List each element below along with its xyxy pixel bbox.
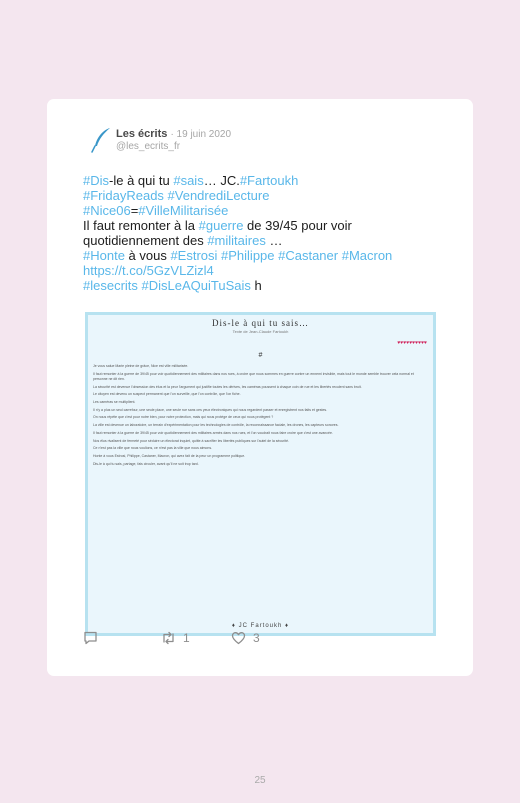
hashtag-link[interactable]: #sais <box>173 173 204 188</box>
tweet-line <box>83 248 453 263</box>
heart-icon <box>231 631 246 645</box>
image-hearts: ♥♥♥♥♥♥♥♥♥♥ <box>397 340 427 346</box>
tweet-line <box>83 233 453 248</box>
hashtag-link[interactable]: #guerre <box>198 218 244 233</box>
hashtag-link[interactable]: #Fartoukh <box>239 173 299 188</box>
tweet-text-segment: … JC. <box>203 173 240 188</box>
tweet-text <box>83 173 453 293</box>
author-handle[interactable]: @les_ecrits_fr <box>116 141 181 152</box>
tweet-text-segment: quotidiennement des <box>83 233 208 248</box>
image-paragraph: Nos élus rivalisent de fermeté pour séduire un électorat inquiet, quitte à sacrifier les libertés publiques sur l'autel de la sécurité. <box>93 438 289 443</box>
tweet-text-segment: … <box>265 233 283 248</box>
tweet-text-segment: h <box>250 278 262 293</box>
tweet-actions <box>83 631 303 647</box>
reply-icon <box>83 631 98 645</box>
image-paragraph: On nous répète que c'est pour notre bien, pour notre protection, mais qui nous protège de ceux qui nous protègent ? <box>93 415 274 420</box>
hashtag-link[interactable]: #Estrosi #Philippe #Castaner #Macron <box>170 248 393 263</box>
image-paragraph: Il n'y a plus un seul carrefour, une seule place, une seule rue sans ces yeux électroniques qui nous regardent passer et enregistrent nos faits et gestes. <box>93 407 328 412</box>
image-paragraph: Dis-le à qui tu sais, partage, fais circuler, avant qu'il ne soit trop tard. <box>93 461 199 466</box>
author-name[interactable]: Les écrits <box>116 128 168 140</box>
image-hash-mark: # <box>258 352 263 359</box>
tweet-author <box>116 128 231 141</box>
hashtag-link[interactable]: #FridayReads #VendrediLecture <box>83 188 270 203</box>
image-paragraph: Il faut remonter à la guerre de 39/45 pour voir quotidiennement des militaires dans nos rues, à croire que nous sommes en guerre contre un ennemi invisible, mais tout le monde semble trouver cela normal et personne ne dit rien. <box>93 371 414 381</box>
page-number: 25 <box>254 775 266 786</box>
retweet-button[interactable] <box>161 631 190 645</box>
tweet-line <box>83 203 453 218</box>
image-body-text <box>93 364 428 469</box>
like-count: 3 <box>253 631 260 645</box>
tweet-text-segment: à vous <box>124 248 171 263</box>
tweet-text-segment: de 39/45 pour voir <box>243 218 352 233</box>
image-paragraph: Honte à vous Estrosi, Philippe, Castaner, Macron, qui avez fait de la peur un programme politique. <box>93 453 246 458</box>
hashtag-link[interactable]: #VilleMilitarisée <box>138 203 229 218</box>
image-paragraph: La ville est devenue un laboratoire, un terrain d'expérimentation pour les technologies de contrôle, la reconnaissance faciale, les drones, les capteurs sonores. <box>93 423 339 428</box>
hashtag-link[interactable]: https://t.co/5GzVLZizl4 <box>83 263 214 278</box>
image-paragraph: Le citoyen est devenu un suspect permanent que l'on surveille, que l'on contrôle, que l'on fiche. <box>93 392 241 397</box>
tweet-line <box>83 263 453 278</box>
image-paragraph: Ce n'est pas la ville que nous voulions, ce n'est pas la ville que nous aimons. <box>93 446 213 451</box>
tweet-line <box>83 278 453 293</box>
image-paragraph: Les caméras se multiplient. <box>93 400 136 405</box>
tweet-date[interactable]: · 19 juin 2020 <box>170 129 232 140</box>
image-paragraph: La sécurité est devenue l'obsession des élus et la peur l'argument qui justifie toutes les dérives, les caméras poussent à chaque coin de rue et les libertés reculent sans bruit. <box>93 384 362 389</box>
hashtag-link[interactable]: #militaires <box>207 233 266 248</box>
tweet-line <box>83 218 453 233</box>
image-title: Dis-le à qui tu sais… <box>212 318 309 328</box>
hashtag-link[interactable]: #Nice06 <box>83 203 131 218</box>
tweet-text-segment: = <box>130 203 139 218</box>
quill-pen-icon <box>90 127 112 153</box>
tweet-line <box>83 188 453 203</box>
reply-button[interactable] <box>83 631 105 645</box>
retweet-icon <box>161 631 176 645</box>
tweet-line <box>83 173 453 188</box>
tweet-card <box>47 99 473 676</box>
hashtag-link[interactable]: #Honte <box>83 248 125 263</box>
image-paragraph: Il faut remonter à la guerre de 39/45 pour voir quotidiennement des militaires armés dans nos rues, et l'on voudrait nous faire croire que c'est une avancée. <box>93 430 333 435</box>
tweet-text-segment: -le à qui tu <box>109 173 174 188</box>
image-subtitle: Texte de Jean-Claude Fartoukh <box>232 329 289 334</box>
image-paragraph: Je vous salue Marie pleine de grâce, Nice est ville militarisée. <box>93 364 189 368</box>
image-signature: ♦ JC Fartoukh ♦ <box>231 623 290 629</box>
tweet-text-segment: Il faut remonter à la <box>83 218 199 233</box>
hashtag-link[interactable]: #lesecrits #DisLeAQuiTuSais <box>83 278 251 293</box>
retweet-count: 1 <box>183 631 190 645</box>
hashtag-link[interactable]: #Dis <box>83 173 110 188</box>
tweet-image[interactable] <box>85 312 436 636</box>
like-button[interactable] <box>231 631 260 645</box>
